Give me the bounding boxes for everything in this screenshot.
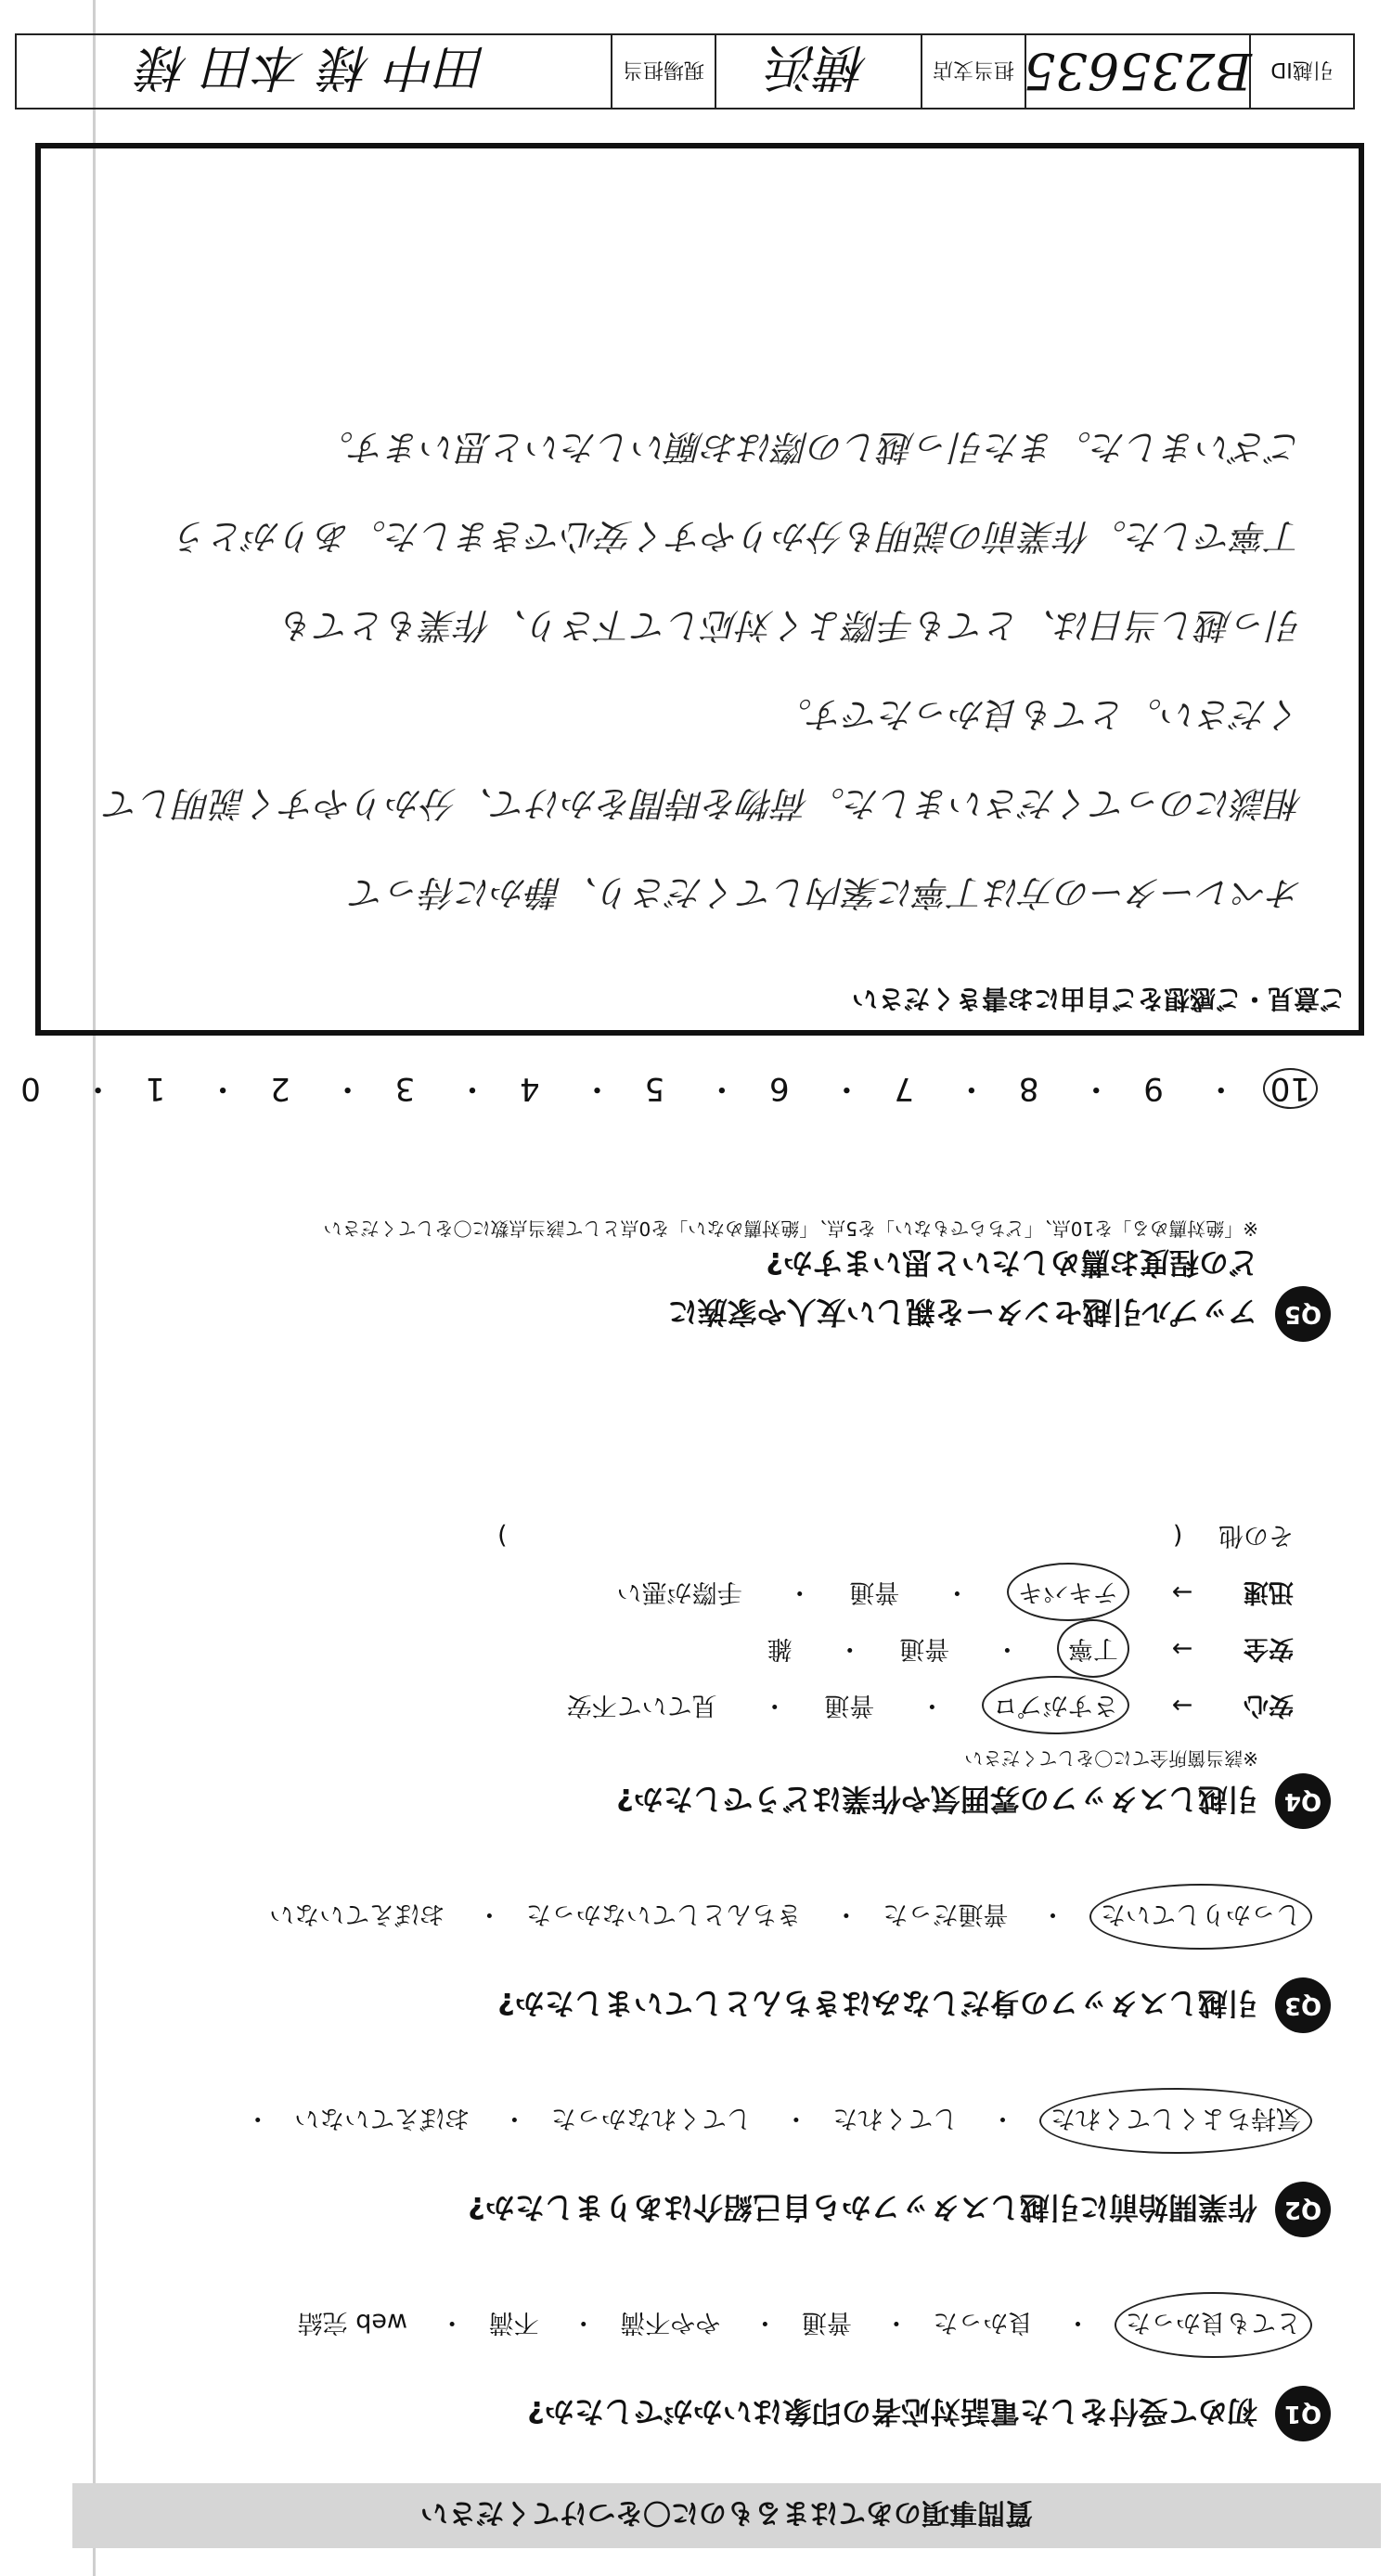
q1-option[interactable]: 不満: [488, 2308, 539, 2337]
q1-options: とても良かった・ 良かった・ 普通・ やや不満・ 不満・ web 完結: [32, 2292, 1312, 2358]
label-id: 引越ID: [1249, 35, 1353, 108]
comment-line: 丁寧でした。作業前の説明も分かりやすく安心できました。ありがとう: [174, 516, 1303, 557]
comment-line: ございました。また引っ越しの際はお願いしたいと思います。: [318, 427, 1303, 468]
comment-title: ご意見・ご感想をご自由にお書きください: [851, 984, 1346, 1014]
q4-row-anshin: 安心 → さすがプロ・ 普通・ 見ていて不安: [32, 1690, 1294, 1726]
score-option[interactable]: 7: [894, 1070, 915, 1107]
q3-option-selected[interactable]: しっかりしていた: [1089, 1884, 1312, 1950]
q5-title-2: どの程度お薦めしたいと思いますか?: [766, 1245, 1258, 1281]
comment-handwriting: [78, 403, 1303, 937]
value-branch: 横浜: [715, 35, 921, 108]
question-1: [32, 2292, 1331, 2441]
value-id: B235635: [1025, 35, 1249, 108]
score-selected[interactable]: 10: [1263, 1068, 1318, 1109]
q2-option[interactable]: おぼえていない: [294, 2104, 470, 2132]
score-option[interactable]: 1: [145, 1070, 166, 1107]
value-leader: 田中 様 本田 様: [139, 38, 488, 97]
q3-option[interactable]: 普通だった: [883, 1900, 1009, 1928]
q3-title: 引越しスタッフの身だしなみはきちんとしていましたか?: [497, 1986, 1257, 2021]
id-table: [15, 33, 1355, 109]
q4-anshin-selected[interactable]: さすがプロ: [982, 1676, 1129, 1734]
score-option[interactable]: 5: [644, 1070, 665, 1107]
q1-option[interactable]: やや不満: [620, 2308, 721, 2337]
score-option[interactable]: 9: [1143, 1070, 1164, 1107]
q1-option-selected[interactable]: とても良かった: [1115, 2292, 1312, 2358]
q4-anzen-selected[interactable]: 丁寧: [1057, 1619, 1129, 1678]
q3-option[interactable]: きちんとしていなかった: [525, 1900, 802, 1928]
label-branch: 担当支店: [921, 35, 1025, 108]
q5-note: ※「絶対薦める」を10点、「どちらでもない」を5点、「絶対薦めない」を0点として該当点数に〇をしてください: [323, 1217, 1258, 1240]
q3-option[interactable]: おぼえていない: [269, 1900, 445, 1928]
score-scale: 10・ 9・ 8・ 7・ 6・ 5・ 4・ 3・ 2・ 1・ 0: [15, 1068, 1318, 1114]
q4-badge: Q4: [1275, 1773, 1331, 1829]
q1-badge: Q1: [1275, 2386, 1331, 2441]
comment-line: オペレーターの方は丁寧に案内してくださり、静かに待って: [350, 872, 1303, 913]
label-leader: 現場担当: [611, 35, 715, 108]
q4-title: 引越しスタッフの雰囲気や作業はどうでしたか?: [616, 1782, 1257, 1817]
q2-badge: Q2: [1275, 2182, 1331, 2237]
comment-line: ください。とても良かったです。: [777, 694, 1303, 735]
question-3: [32, 1884, 1331, 2033]
score-option[interactable]: 6: [768, 1070, 790, 1107]
score-option[interactable]: 4: [520, 1070, 540, 1107]
q1-title: 初めて受付をした電話対応者の印象はいかがでしたか?: [527, 2394, 1257, 2429]
score-option[interactable]: 8: [1018, 1070, 1039, 1107]
q3-options: しっかりしていた・ 普通だった・ きちんとしていなかった・ おぼえていない: [32, 1884, 1312, 1950]
q4-jinsoku-selected[interactable]: テキパキ: [1007, 1563, 1129, 1621]
question-5: [32, 1217, 1331, 1342]
score-option[interactable]: 2: [270, 1070, 290, 1107]
score-option[interactable]: 3: [394, 1070, 416, 1107]
q5-title: アップル引越センターを親しい友人や家族に: [667, 1294, 1257, 1330]
comment-line: 引っ越し当日は、とても手際よく対応して下さり、作業もとても: [279, 605, 1303, 646]
q1-option[interactable]: web 完結: [297, 2308, 408, 2337]
question-2: [32, 2088, 1331, 2237]
q2-option[interactable]: してくれた: [832, 2104, 959, 2132]
q4-row-anzen: 安全 → 丁寧・ 普通・ 雑: [32, 1633, 1294, 1669]
section-header: 質問事項のあてはまるものに〇をつけてください: [72, 2483, 1381, 2548]
score-option[interactable]: 0: [20, 1070, 41, 1107]
comment-box[interactable]: [35, 143, 1364, 1036]
q1-option[interactable]: 普通: [801, 2308, 852, 2337]
q2-options: 気持ちよくしてくれた・ してくれた・ してくれなかった・ おぼえていない・: [32, 2088, 1312, 2154]
q5-badge: Q5: [1275, 1286, 1331, 1342]
q2-option-selected[interactable]: 気持ちよくしてくれた: [1039, 2088, 1312, 2154]
q4-note: ※該当箇所全てに〇をしてください: [964, 1747, 1258, 1770]
q4-row-jinsoku: 迅速 → テキパキ・ 普通・ 手際が悪い: [32, 1577, 1294, 1613]
q3-badge: Q3: [1275, 1977, 1331, 2033]
q2-option[interactable]: してくれなかった: [550, 2104, 752, 2132]
q1-option[interactable]: 良かった: [933, 2308, 1034, 2337]
q2-title: 作業開始前に引越しスタッフから自己紹介はありましたか?: [468, 2190, 1257, 2225]
q4-row-other: その他 ( ): [497, 1521, 1294, 1550]
question-4: [32, 1520, 1331, 1829]
comment-line: 相談にのってくださいました。荷物を時間をかけて、分かりやすく説明して: [105, 783, 1303, 824]
